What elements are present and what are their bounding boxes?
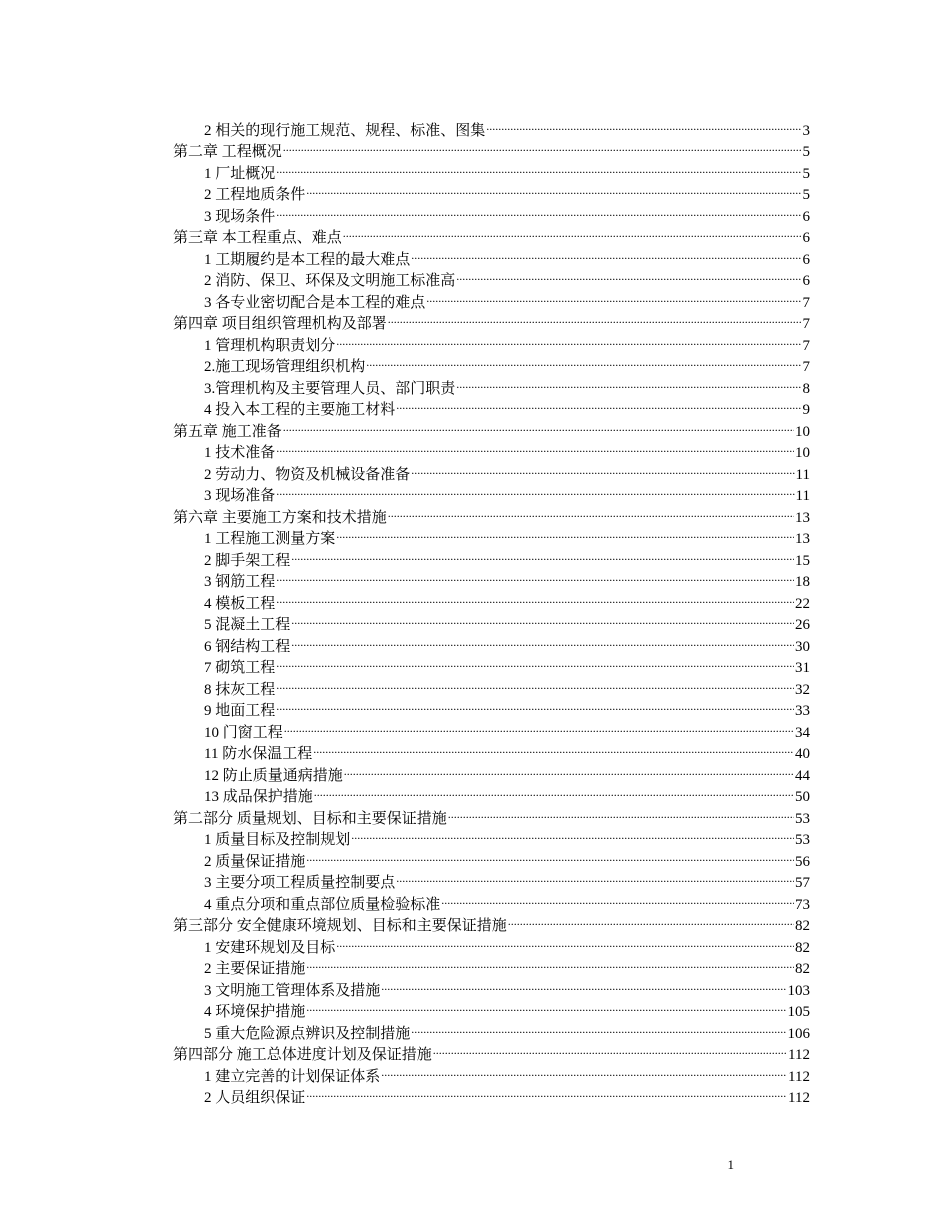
toc-dot-leader — [276, 672, 794, 694]
toc-entry-title: 第六章 主要施工方案和技术措施 — [173, 509, 387, 526]
toc-entry-title: 5 混凝土工程 — [204, 617, 291, 633]
toc-dot-leader — [441, 887, 794, 909]
toc-entry-title: 7 砌筑工程 — [204, 660, 276, 676]
toc-dot-leader — [313, 737, 794, 759]
toc-entry-title: 3 文明施工管理体系及措施 — [204, 982, 381, 999]
toc-dot-leader — [276, 199, 801, 221]
toc-dot-leader — [276, 694, 794, 716]
toc-entry-title: 1 质量目标及控制规划 — [204, 832, 351, 848]
toc-dot-leader — [396, 866, 794, 888]
toc-entry-title: 2 劳动力、物资及机械设备准备 — [204, 466, 411, 483]
toc-entry-title: 6 钢结构工程 — [204, 638, 291, 655]
toc-dot-leader — [411, 1016, 786, 1038]
toc-entry-title: 第五章 施工准备 — [173, 423, 282, 440]
toc-entry-page-number: 6 — [802, 273, 810, 289]
toc-entry-title: 4 投入本工程的主要施工材料 — [204, 402, 396, 418]
toc-entry-page-number: 53 — [795, 810, 810, 827]
toc-entry-title: 1 技术准备 — [204, 445, 276, 461]
toc-dot-leader — [276, 586, 794, 608]
toc-entry-page-number: 5 — [802, 144, 810, 160]
toc-dot-leader — [411, 457, 794, 479]
toc-entry-title: 第二章 工程概况 — [173, 144, 282, 160]
toc-entry-title: 13 成品保护措施 — [204, 789, 313, 805]
toc-entry-page-number: 8 — [802, 380, 810, 397]
toc-dot-leader — [276, 651, 794, 673]
toc-entry-title: 3 各专业密切配合是本工程的难点 — [204, 294, 426, 311]
toc-entry-title: 2 人员组织保证 — [204, 1090, 306, 1106]
toc-entry-page-number: 40 — [795, 746, 810, 762]
toc-dot-leader — [306, 1081, 787, 1103]
toc-dot-leader — [426, 285, 801, 307]
toc-dot-leader — [283, 135, 802, 157]
toc-dot-leader — [343, 221, 802, 243]
toc-dot-leader — [306, 178, 801, 200]
toc-entry-title: 11 防水保温工程 — [204, 746, 313, 762]
toc-entry-title: 4 模板工程 — [204, 595, 276, 612]
toc-entry-page-number: 13 — [795, 509, 810, 526]
toc-dot-leader — [336, 930, 794, 952]
toc-entry-title: 12 防止质量通病措施 — [204, 767, 343, 784]
page-number — [0, 1157, 734, 1173]
toc-entry-page-number: 22 — [795, 595, 810, 612]
toc-entry-title: 2 消防、保卫、环保及文明施工标准高 — [204, 273, 456, 289]
toc-entry-page-number: 44 — [795, 767, 810, 784]
toc-entry-page-number: 50 — [795, 789, 810, 805]
toc-entry-title: 2 工程地质条件 — [204, 187, 306, 203]
toc-entry-title: 1 工程施工测量方案 — [204, 531, 336, 547]
toc-entry-title: 1 安建环规划及目标 — [204, 939, 336, 956]
toc-dot-leader — [448, 801, 794, 823]
toc-dot-leader — [336, 522, 794, 544]
toc-entry-title: 1 工期履约是本工程的最大难点 — [204, 251, 411, 268]
toc-section-entry[interactable] — [173, 113, 810, 139]
toc-entry-title: 10 门窗工程 — [204, 724, 283, 741]
toc-dot-leader — [433, 1038, 787, 1060]
toc-entry-title: 8 抹灰工程 — [204, 681, 276, 698]
toc-entry-page-number: 56 — [795, 853, 810, 870]
toc-entry-page-number: 15 — [795, 552, 810, 569]
toc-entry-title: 1 建立完善的计划保证体系 — [204, 1068, 381, 1085]
toc-dot-leader — [306, 844, 794, 866]
toc-dot-leader — [306, 995, 786, 1017]
toc-entry-page-number: 7 — [802, 337, 810, 354]
toc-entry-page-number: 82 — [795, 961, 810, 977]
table-of-contents — [173, 113, 810, 1106]
toc-entry-page-number: 10 — [795, 423, 810, 440]
toc-dot-leader — [276, 156, 801, 178]
toc-dot-leader — [291, 608, 794, 630]
toc-entry-title: 第二部分 质量规划、目标和主要保证措施 — [173, 810, 447, 827]
toc-entry-page-number: 82 — [795, 918, 810, 934]
toc-dot-leader — [306, 952, 794, 974]
toc-entry-page-number: 82 — [795, 939, 810, 956]
toc-entry-page-number: 6 — [802, 208, 810, 225]
toc-dot-leader — [276, 565, 794, 587]
toc-entry-page-number: 26 — [795, 617, 810, 633]
toc-entry-page-number: 5 — [802, 165, 810, 182]
toc-entry-title: 2.施工现场管理组织机构 — [204, 359, 366, 375]
toc-entry-page-number: 11 — [795, 466, 810, 483]
toc-entry-page-number: 32 — [795, 681, 810, 698]
toc-entry-page-number: 13 — [795, 531, 810, 547]
toc-dot-leader — [456, 264, 801, 286]
toc-dot-leader — [291, 629, 794, 651]
toc-entry-title: 2 脚手架工程 — [204, 552, 291, 569]
toc-dot-leader — [411, 242, 801, 264]
toc-entry-page-number: 112 — [788, 1090, 810, 1106]
toc-dot-leader — [366, 350, 801, 372]
toc-entry-page-number: 7 — [802, 316, 810, 332]
toc-entry-page-number: 57 — [795, 875, 810, 891]
toc-dot-leader — [284, 715, 794, 737]
toc-entry-page-number: 7 — [802, 294, 810, 311]
toc-entry-page-number: 33 — [795, 703, 810, 719]
toc-entry-page-number: 112 — [788, 1047, 810, 1063]
toc-dot-leader — [336, 328, 801, 350]
toc-entry-title: 5 重大危险源点辨识及控制措施 — [204, 1025, 411, 1042]
toc-entry-page-number: 112 — [788, 1068, 810, 1085]
toc-entry-page-number: 31 — [795, 660, 810, 676]
toc-entry-title: 2 质量保证措施 — [204, 853, 306, 870]
toc-entry-title: 3 现场准备 — [204, 488, 276, 504]
toc-entry-page-number: 53 — [795, 832, 810, 848]
toc-entry-page-number: 105 — [787, 1004, 810, 1020]
toc-entry-page-number: 9 — [802, 402, 810, 418]
page-number-text: 1 — [727, 1157, 734, 1172]
toc-dot-leader — [351, 823, 794, 845]
toc-entry-title: 第三部分 安全健康环境规划、目标和主要保证措施 — [173, 918, 507, 934]
toc-dot-leader — [276, 436, 794, 458]
toc-entry-title: 第三章 本工程重点、难点 — [173, 230, 342, 246]
toc-entry-title: 2 相关的现行施工规范、规程、标准、图集 — [204, 122, 486, 139]
toc-dot-leader — [291, 543, 794, 565]
toc-entry-page-number: 10 — [795, 445, 810, 461]
toc-dot-leader — [486, 113, 801, 135]
toc-entry-page-number: 34 — [795, 724, 810, 741]
toc-dot-leader — [314, 780, 794, 802]
toc-entry-title: 3 钢筋工程 — [204, 574, 276, 590]
toc-entry-page-number: 7 — [802, 359, 810, 375]
toc-entry-title: 3 现场条件 — [204, 208, 276, 225]
toc-dot-leader — [381, 973, 786, 995]
toc-entry-page-number: 103 — [787, 982, 810, 999]
toc-dot-leader — [388, 307, 802, 329]
toc-entry-page-number: 3 — [802, 122, 810, 139]
toc-entry-title: 3 主要分项工程质量控制要点 — [204, 875, 396, 891]
toc-entry-title: 1 管理机构职责划分 — [204, 337, 336, 354]
toc-dot-leader — [396, 393, 801, 415]
toc-dot-leader — [456, 371, 801, 393]
toc-dot-leader — [344, 758, 794, 780]
toc-entry-page-number: 106 — [787, 1025, 810, 1042]
toc-dot-leader — [276, 479, 794, 501]
toc-dot-leader — [381, 1059, 787, 1081]
toc-entry-page-number: 73 — [795, 896, 810, 913]
toc-dot-leader — [508, 909, 794, 931]
toc-entry-page-number: 18 — [795, 574, 810, 590]
toc-entry-page-number: 5 — [802, 187, 810, 203]
toc-entry-title: 9 地面工程 — [204, 703, 276, 719]
toc-entry-title: 1 厂址概况 — [204, 165, 276, 182]
toc-entry-title: 第四章 项目组织管理机构及部署 — [173, 316, 387, 332]
toc-entry-title: 4 重点分项和重点部位质量检验标准 — [204, 896, 441, 913]
toc-dot-leader — [388, 500, 794, 522]
toc-entry-page-number: 30 — [795, 638, 810, 655]
toc-entry-title: 2 主要保证措施 — [204, 961, 306, 977]
toc-entry-page-number: 6 — [802, 230, 810, 246]
toc-entry-title: 4 环境保护措施 — [204, 1004, 306, 1020]
toc-dot-leader — [283, 414, 794, 436]
toc-entry-title: 第四部分 施工总体进度计划及保证措施 — [173, 1047, 432, 1063]
toc-entry-page-number: 11 — [795, 488, 810, 504]
toc-entry-title: 3.管理机构及主要管理人员、部门职责 — [204, 380, 456, 397]
toc-entry-page-number: 6 — [802, 251, 810, 268]
